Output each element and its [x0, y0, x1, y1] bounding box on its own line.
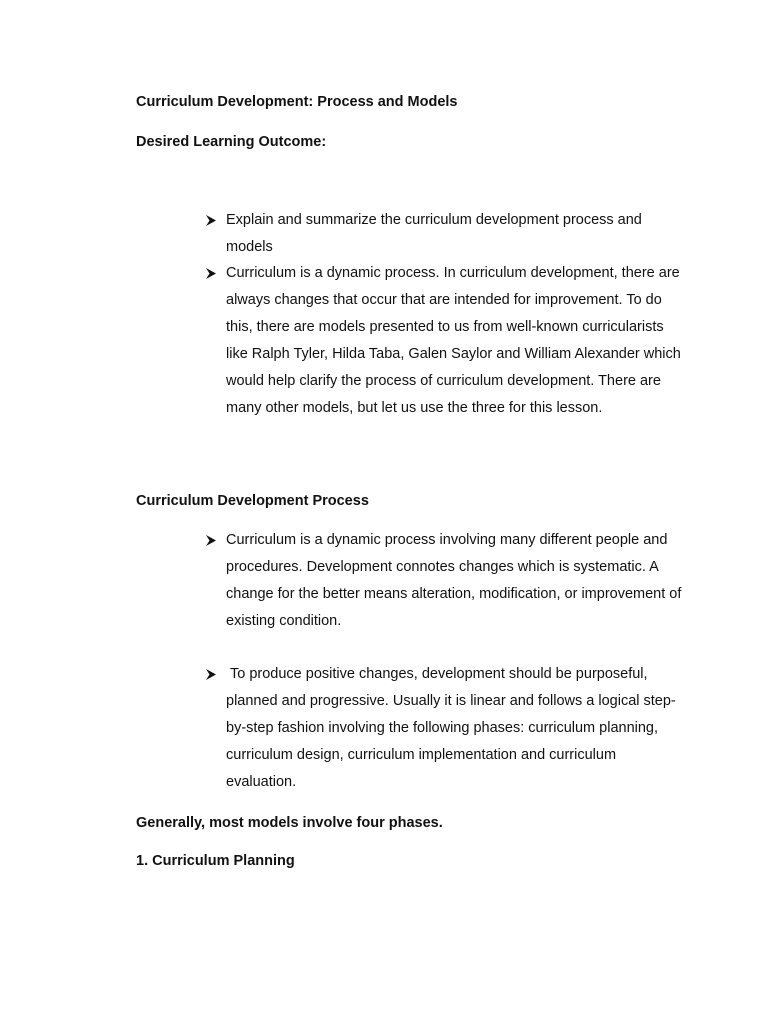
arrowhead-bullet-icon [205, 260, 219, 287]
arrowhead-bullet-icon [205, 207, 219, 234]
process-bullet-text: To produce positive changes, development should be purposeful, planned and progressive. Usually it is linear and follows a logical step-by-step fashion involving the following phases: curriculum planning, curriculum design, curriculum implementation and curriculum evaluation. [226, 666, 676, 790]
outcome-heading: Desired Learning Outcome: [136, 134, 327, 150]
outcome-bullet-text: Explain and summarize the curriculum development process and models [226, 212, 642, 255]
outcome-bullet [205, 207, 685, 261]
arrowhead-bullet-icon [205, 661, 219, 688]
process-heading: Curriculum Development Process [136, 493, 369, 509]
document-title: Curriculum Development: Process and Models [136, 94, 458, 110]
arrowhead-bullet-icon [205, 527, 219, 554]
process-bullet [205, 661, 685, 796]
planning-heading: 1. Curriculum Planning [136, 853, 295, 869]
outcome-bullet [205, 260, 685, 422]
phases-heading: Generally, most models involve four phases. [136, 815, 443, 831]
process-bullet [205, 527, 685, 635]
outcome-bullet-text: Curriculum is a dynamic process. In curriculum development, there are always changes that occur that are intended for improvement. To do this, there are models presented to us from well-known curricularists like Ralph Tyler, Hilda Taba, Galen Saylor and William Alexander which would help clarify the process of curriculum development. There are many other models, but let us use the three for this lesson. [226, 265, 681, 416]
process-bullet-text: Curriculum is a dynamic process involving many different people and procedures. Development connotes changes which is systematic. A change for the better means alteration, modification, or improvement of existing condition. [226, 532, 682, 629]
